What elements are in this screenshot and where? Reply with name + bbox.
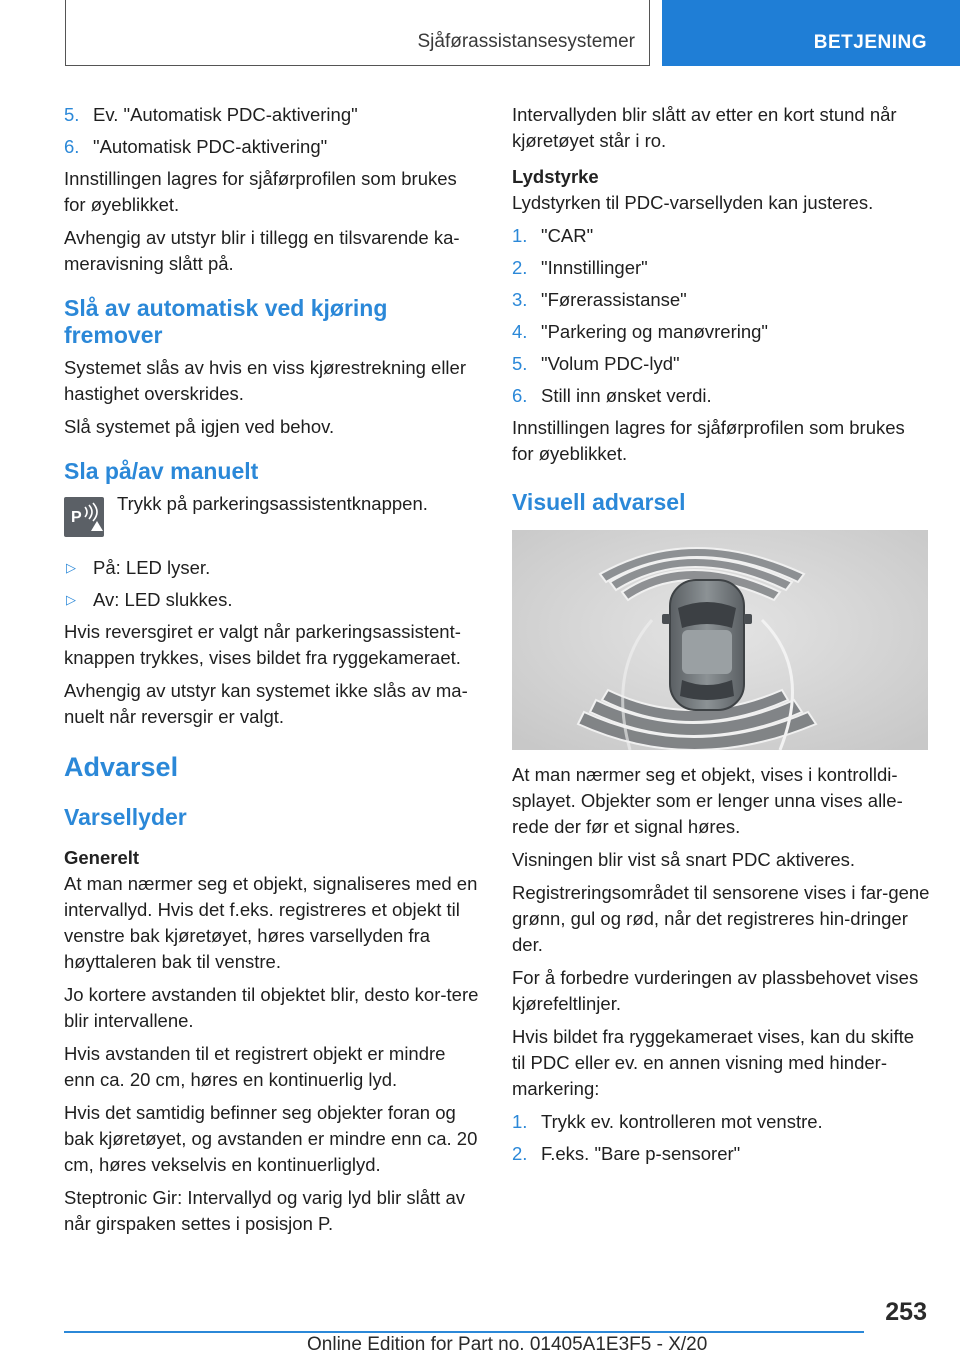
bullet-text: På: LED lyser. xyxy=(93,557,211,578)
icon-instruction xyxy=(64,491,479,543)
list-text: Ev. "Automatisk PDC-aktivering" xyxy=(93,104,358,125)
list-text: "Parkering og manøvrering" xyxy=(541,321,769,342)
paragraph: Innstillingen lagres for sjåførprofilen som brukes for øyeblikket. xyxy=(64,168,457,215)
paragraph: For å forbedre vurderingen av plassbehovet vises kjørefeltlinjer. xyxy=(512,967,919,1014)
paragraph: Innstillingen lagres for sjåførprofilen som brukes for øyeblikket. xyxy=(512,417,905,464)
heading-warning-sounds: Varsellyder xyxy=(64,804,187,830)
triangle-bullet-icon: ▷ xyxy=(66,560,76,575)
list-item xyxy=(512,255,930,281)
heading-visual-warning: Visuell advarsel xyxy=(512,489,686,515)
paragraph: At man nærmer seg et objekt, signaliseres med en intervallyd. Hvis det f.eks. registreres et objekt til venstre bak kjøretøyet, høres varsellyden fra høyttaleren bak til venstre. xyxy=(64,873,478,972)
page-header xyxy=(0,0,960,66)
page-number: 253 xyxy=(885,1298,927,1326)
header-section-title: Sjåførassistansesystemer xyxy=(417,31,635,52)
list-text: "Innstillinger" xyxy=(541,257,648,278)
right-column xyxy=(512,102,930,1173)
heading-auto-off: Slå av automatisk ved kjøring fremover xyxy=(64,295,388,348)
heading-general: Generelt xyxy=(64,847,140,868)
svg-text:P: P xyxy=(71,509,82,526)
parking-assist-button-icon xyxy=(64,497,104,537)
paragraph: Hvis det samtidig befinner seg objekter foran og bak kjøretøyet, og avstanden er mindre enn ca. 20 cm, høres vekselvis en kontinuerliglyd. xyxy=(64,1102,478,1175)
list-item xyxy=(512,351,930,377)
list-number: 5. xyxy=(512,353,528,374)
paragraph: Avhengig av utstyr blir i tillegg en tilsvarende ka-meravisning slått på. xyxy=(64,227,460,274)
list-number: 3. xyxy=(512,289,528,310)
list-item xyxy=(512,287,930,313)
list-item xyxy=(64,134,479,160)
left-column xyxy=(64,102,479,1244)
paragraph: Systemet slås av hvis en viss kjørestrekning eller hastighet overskrides. xyxy=(64,357,466,404)
list-number: 1. xyxy=(512,1111,528,1132)
bullet-text: Av: LED slukkes. xyxy=(93,589,233,610)
list-item xyxy=(512,1109,930,1135)
paragraph: Intervallyden blir slått av etter en kort stund når kjøretøyet står i ro. xyxy=(512,104,897,151)
header-chapter-tab xyxy=(662,0,960,66)
list-number: 2. xyxy=(512,1143,528,1164)
list-number: 6. xyxy=(64,136,80,157)
paragraph: Lydstyrken til PDC-varsellyden kan justeres. xyxy=(512,192,874,213)
bullet-item xyxy=(64,587,479,613)
list-number: 5. xyxy=(64,104,80,125)
paragraph: Slå systemet på igjen ved behov. xyxy=(64,416,335,437)
paragraph: Hvis bildet fra ryggekameraet vises, kan du skifte til PDC eller ev. en annen visning med hinder-markering: xyxy=(512,1026,915,1099)
list-item xyxy=(512,319,930,345)
paragraph: Steptronic Gir: Intervallyd og varig lyd blir slått av når girspaken settes i posisjon P. xyxy=(64,1187,465,1234)
list-number: 6. xyxy=(512,385,528,406)
list-text: "Førerassistanse" xyxy=(541,289,687,310)
list-number: 2. xyxy=(512,257,528,278)
list-text: F.eks. "Bare p-sensorer" xyxy=(541,1143,741,1164)
triangle-bullet-icon: ▷ xyxy=(66,592,76,607)
paragraph: At man nærmer seg et objekt, vises i kontrolldi-splayet. Objekter som er lenger unna vises alle-rede der før et signal høres. xyxy=(512,764,903,837)
footer-edition-text: Online Edition for Part no. 01405A1E3F5 - X/20 xyxy=(307,1334,708,1355)
list-text: Still inn ønsket verdi. xyxy=(541,385,712,406)
list-item xyxy=(512,383,930,409)
list-item xyxy=(64,102,479,128)
list-item xyxy=(512,1141,930,1167)
footer-divider xyxy=(64,1331,864,1333)
paragraph: Hvis avstanden til et registrert objekt er mindre enn ca. 20 cm, høres en kontinuerlig lyd. xyxy=(64,1043,446,1090)
list-number: 4. xyxy=(512,321,528,342)
header-section-box xyxy=(65,0,650,66)
list-text: "CAR" xyxy=(541,225,594,246)
list-number: 1. xyxy=(512,225,528,246)
bullet-item xyxy=(64,555,479,581)
heading-warning: Advarsel xyxy=(64,752,179,782)
list-item xyxy=(512,223,930,249)
icon-instruction-text: Trykk på parkeringsassistentknappen. xyxy=(117,493,428,514)
list-text: "Automatisk PDC-aktivering" xyxy=(93,136,328,157)
paragraph: Hvis reversgiret er valgt når parkeringsassistent-knappen trykkes, vises bildet fra ryggekameraet. xyxy=(64,621,461,668)
paragraph: Visningen blir vist så snart PDC aktiveres. xyxy=(512,849,856,870)
heading-manual: Sla på/av manuelt xyxy=(64,458,259,484)
list-text: "Volum PDC-lyd" xyxy=(541,353,680,374)
heading-volume: Lydstyrke xyxy=(512,166,599,187)
header-chapter-label: BETJENING xyxy=(813,32,927,53)
paragraph: Avhengig av utstyr kan systemet ikke slås av ma-nuelt når reversgir er valgt. xyxy=(64,680,468,727)
paragraph: Jo kortere avstanden til objektet blir, desto kor-tere blir intervallene. xyxy=(64,984,479,1031)
pdc-display-illustration xyxy=(512,530,928,750)
paragraph: Registreringsområdet til sensorene vises i far-gene grønn, gul og rød, når det registreres hin-dringer der. xyxy=(512,882,930,955)
list-text: Trykk ev. kontrolleren mot venstre. xyxy=(541,1111,823,1132)
